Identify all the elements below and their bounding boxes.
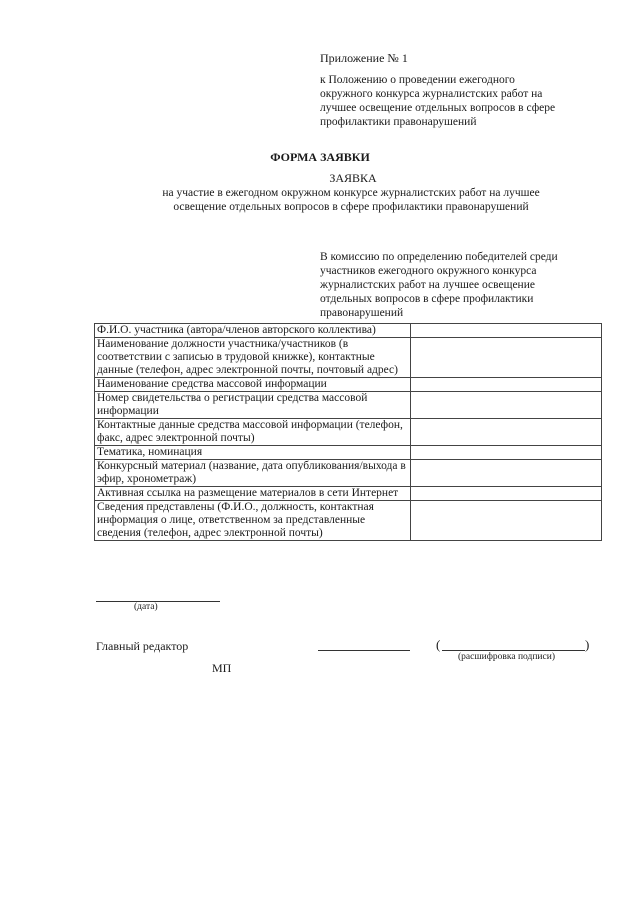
appendix-reference: к Положению о проведении ежегодного окружного конкурса журналистских работ на лучшее освещение отдельных вопросов в сфере профилактики правонарушений bbox=[320, 74, 556, 128]
row-value-field[interactable] bbox=[411, 338, 602, 378]
paren-open: ( bbox=[436, 637, 441, 652]
addressee: В комиссию по определению победителей среди участников ежегодного окружного конкурса журналистских работ на лучшее освещение отдельных вопросов в сфере профилактики правонарушений bbox=[320, 251, 558, 319]
row-value-field[interactable] bbox=[411, 501, 602, 541]
row-label: Сведения представлены (Ф.И.О., должность, контактная информация о лице, ответственном за представленные сведения (телефон, адрес электронной почты) bbox=[95, 501, 411, 541]
appendix-title: Приложение № 1 bbox=[320, 51, 408, 65]
date-line[interactable] bbox=[96, 601, 220, 602]
table-row bbox=[95, 338, 602, 378]
row-label: Номер свидетельства о регистрации средства массовой информации bbox=[95, 392, 411, 419]
signature-decode-caption: (расшифровка подписи) bbox=[458, 652, 555, 662]
row-value-field[interactable] bbox=[411, 392, 602, 419]
signature-decode-line[interactable] bbox=[442, 650, 585, 651]
paren-close: ) bbox=[585, 637, 590, 652]
form-title: ФОРМА ЗАЯВКИ bbox=[270, 150, 370, 164]
table-row bbox=[95, 392, 602, 419]
table-row bbox=[95, 419, 602, 446]
table-row bbox=[95, 487, 602, 501]
application-table bbox=[94, 323, 602, 541]
row-value-field[interactable] bbox=[411, 487, 602, 501]
table-row bbox=[95, 501, 602, 541]
row-label: Наименование средства массовой информации bbox=[95, 378, 411, 392]
stamp-label: МП bbox=[212, 661, 232, 675]
row-label: Наименование должности участника/участников (в соответствии с записью в трудовой книжке), контактные данные (телефон, адрес электронной почты, почтовый адрес) bbox=[95, 338, 411, 378]
row-label: Конкурсный материал (название, дата опубликования/выхода в эфир, хронометраж) bbox=[95, 460, 411, 487]
row-value-field[interactable] bbox=[411, 460, 602, 487]
table-row bbox=[95, 446, 602, 460]
application-subtitle: на участие в ежегодном окружном конкурсе журналистских работ на лучшее освещение отдельных вопросов в сфере профилактики правонарушений bbox=[162, 187, 540, 213]
table-row bbox=[95, 378, 602, 392]
row-label: Активная ссылка на размещение материалов в сети Интернет bbox=[95, 487, 411, 501]
row-value-field[interactable] bbox=[411, 446, 602, 460]
table-row bbox=[95, 324, 602, 338]
row-value-field[interactable] bbox=[411, 378, 602, 392]
signature-line[interactable] bbox=[318, 650, 410, 651]
editor-label: Главный редактор bbox=[96, 639, 189, 653]
table-row bbox=[95, 460, 602, 487]
date-caption: (дата) bbox=[134, 602, 158, 612]
row-label: Тематика, номинация bbox=[95, 446, 411, 460]
application-title: ЗАЯВКА bbox=[329, 171, 377, 185]
row-value-field[interactable] bbox=[411, 324, 602, 338]
row-value-field[interactable] bbox=[411, 419, 602, 446]
row-label: Ф.И.О. участника (автора/членов авторского коллектива) bbox=[95, 324, 411, 338]
row-label: Контактные данные средства массовой информации (телефон, факс, адрес электронной почты) bbox=[95, 419, 411, 446]
